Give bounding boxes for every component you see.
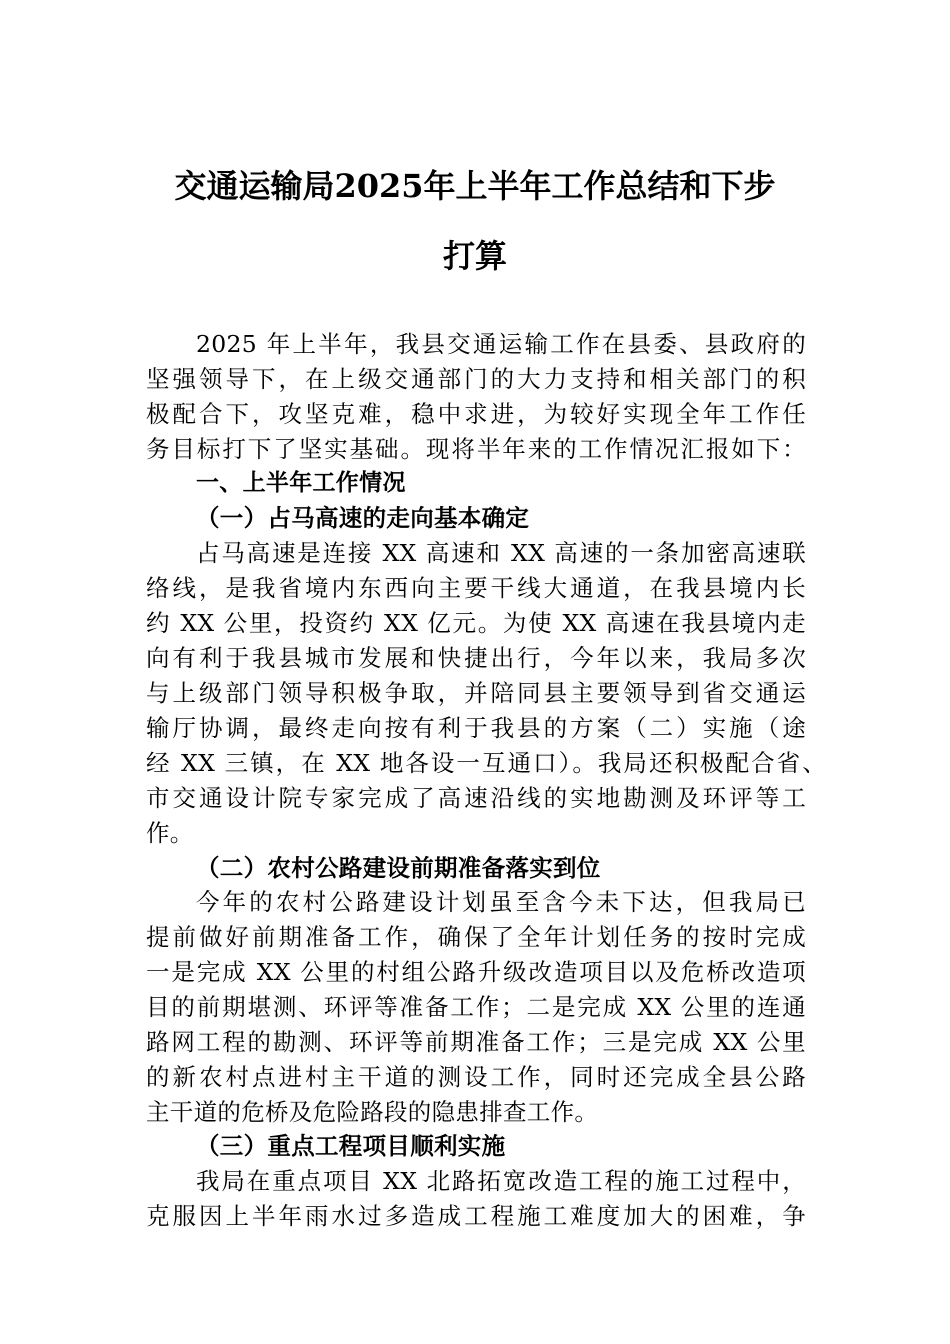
subsection-heading: （二）农村公路建设前期准备落实到位 [196,854,601,882]
paragraph-line: 今年的农村公路建设计划虽至含今未下达，但我局已 [196,888,806,916]
document-title-line-1: 交通运输局2025年上半年工作总结和下步 [174,167,776,205]
paragraph-line: 约 XX 公里，投资约 XX 亿元。为使 XX 高速在我县境内走 [146,609,806,637]
paragraph-line: 经 XX 三镇，在 XX 地各设一互通口）。我局还积极配合省、 [146,749,826,777]
paragraph-line: 2025 年上半年，我县交通运输工作在县委、县政府的 [196,330,806,358]
paragraph-line: 一是完成 XX 公里的村组公路升级改造项目以及危桥改造项 [146,958,806,986]
paragraph-line: 向有利于我县城市发展和快捷出行，今年以来，我局多次 [146,644,806,672]
paragraph-line: 输厅协调，最终走向按有利于我县的方案（二）实施（途 [146,714,806,742]
paragraph-line: 络线，是我省境内东西向主要干线大通道，在我县境内长 [146,574,806,602]
paragraph-line: 与上级部门领导积极争取，并陪同县主要领导到省交通运 [146,679,806,707]
paragraph-line: 市交通设计院专家完成了高速沿线的实地勘测及环评等工 [146,784,806,812]
paragraph-line: 我局在重点项目 XX 北路拓宽改造工程的施工过程中， [196,1167,806,1195]
paragraph-line: 主干道的危桥及危险路段的隐患排查工作。 [146,1098,599,1126]
paragraph-line: 目的前期堪测、环评等准备工作；二是完成 XX 公里的连通 [146,993,806,1021]
paragraph-line: 提前做好前期准备工作，确保了全年计划任务的按时完成 [146,923,806,951]
subsection-heading: （三）重点工程项目顺利实施 [196,1132,506,1160]
paragraph-line: 克服因上半年雨水过多造成工程施工难度加大的困难，争 [146,1202,806,1230]
paragraph-line: 坚强领导下，在上级交通部门的大力支持和相关部门的积 [146,365,806,393]
subsection-heading: （一）占马高速的走向基本确定 [196,504,530,532]
paragraph-line: 极配合下，攻坚克难，稳中求进，为较好实现全年工作任 [146,400,806,428]
paragraph-line: 路网工程的勘测、环评等前期准备工作；三是完成 XX 公里 [146,1028,806,1056]
paragraph-line: 占马高速是连接 XX 高速和 XX 高速的一条加密高速联 [196,539,806,567]
paragraph-line: 作。 [146,819,194,847]
section-heading: 一、上半年工作情况 [196,470,406,496]
paragraph-line: 务目标打下了坚实基础。现将半年来的工作情况汇报如下： [146,435,806,463]
document-title-line-2: 打算 [442,237,507,275]
paragraph-line: 的新农村点进村主干道的测设工作，同时还完成全县公路 [146,1063,806,1091]
